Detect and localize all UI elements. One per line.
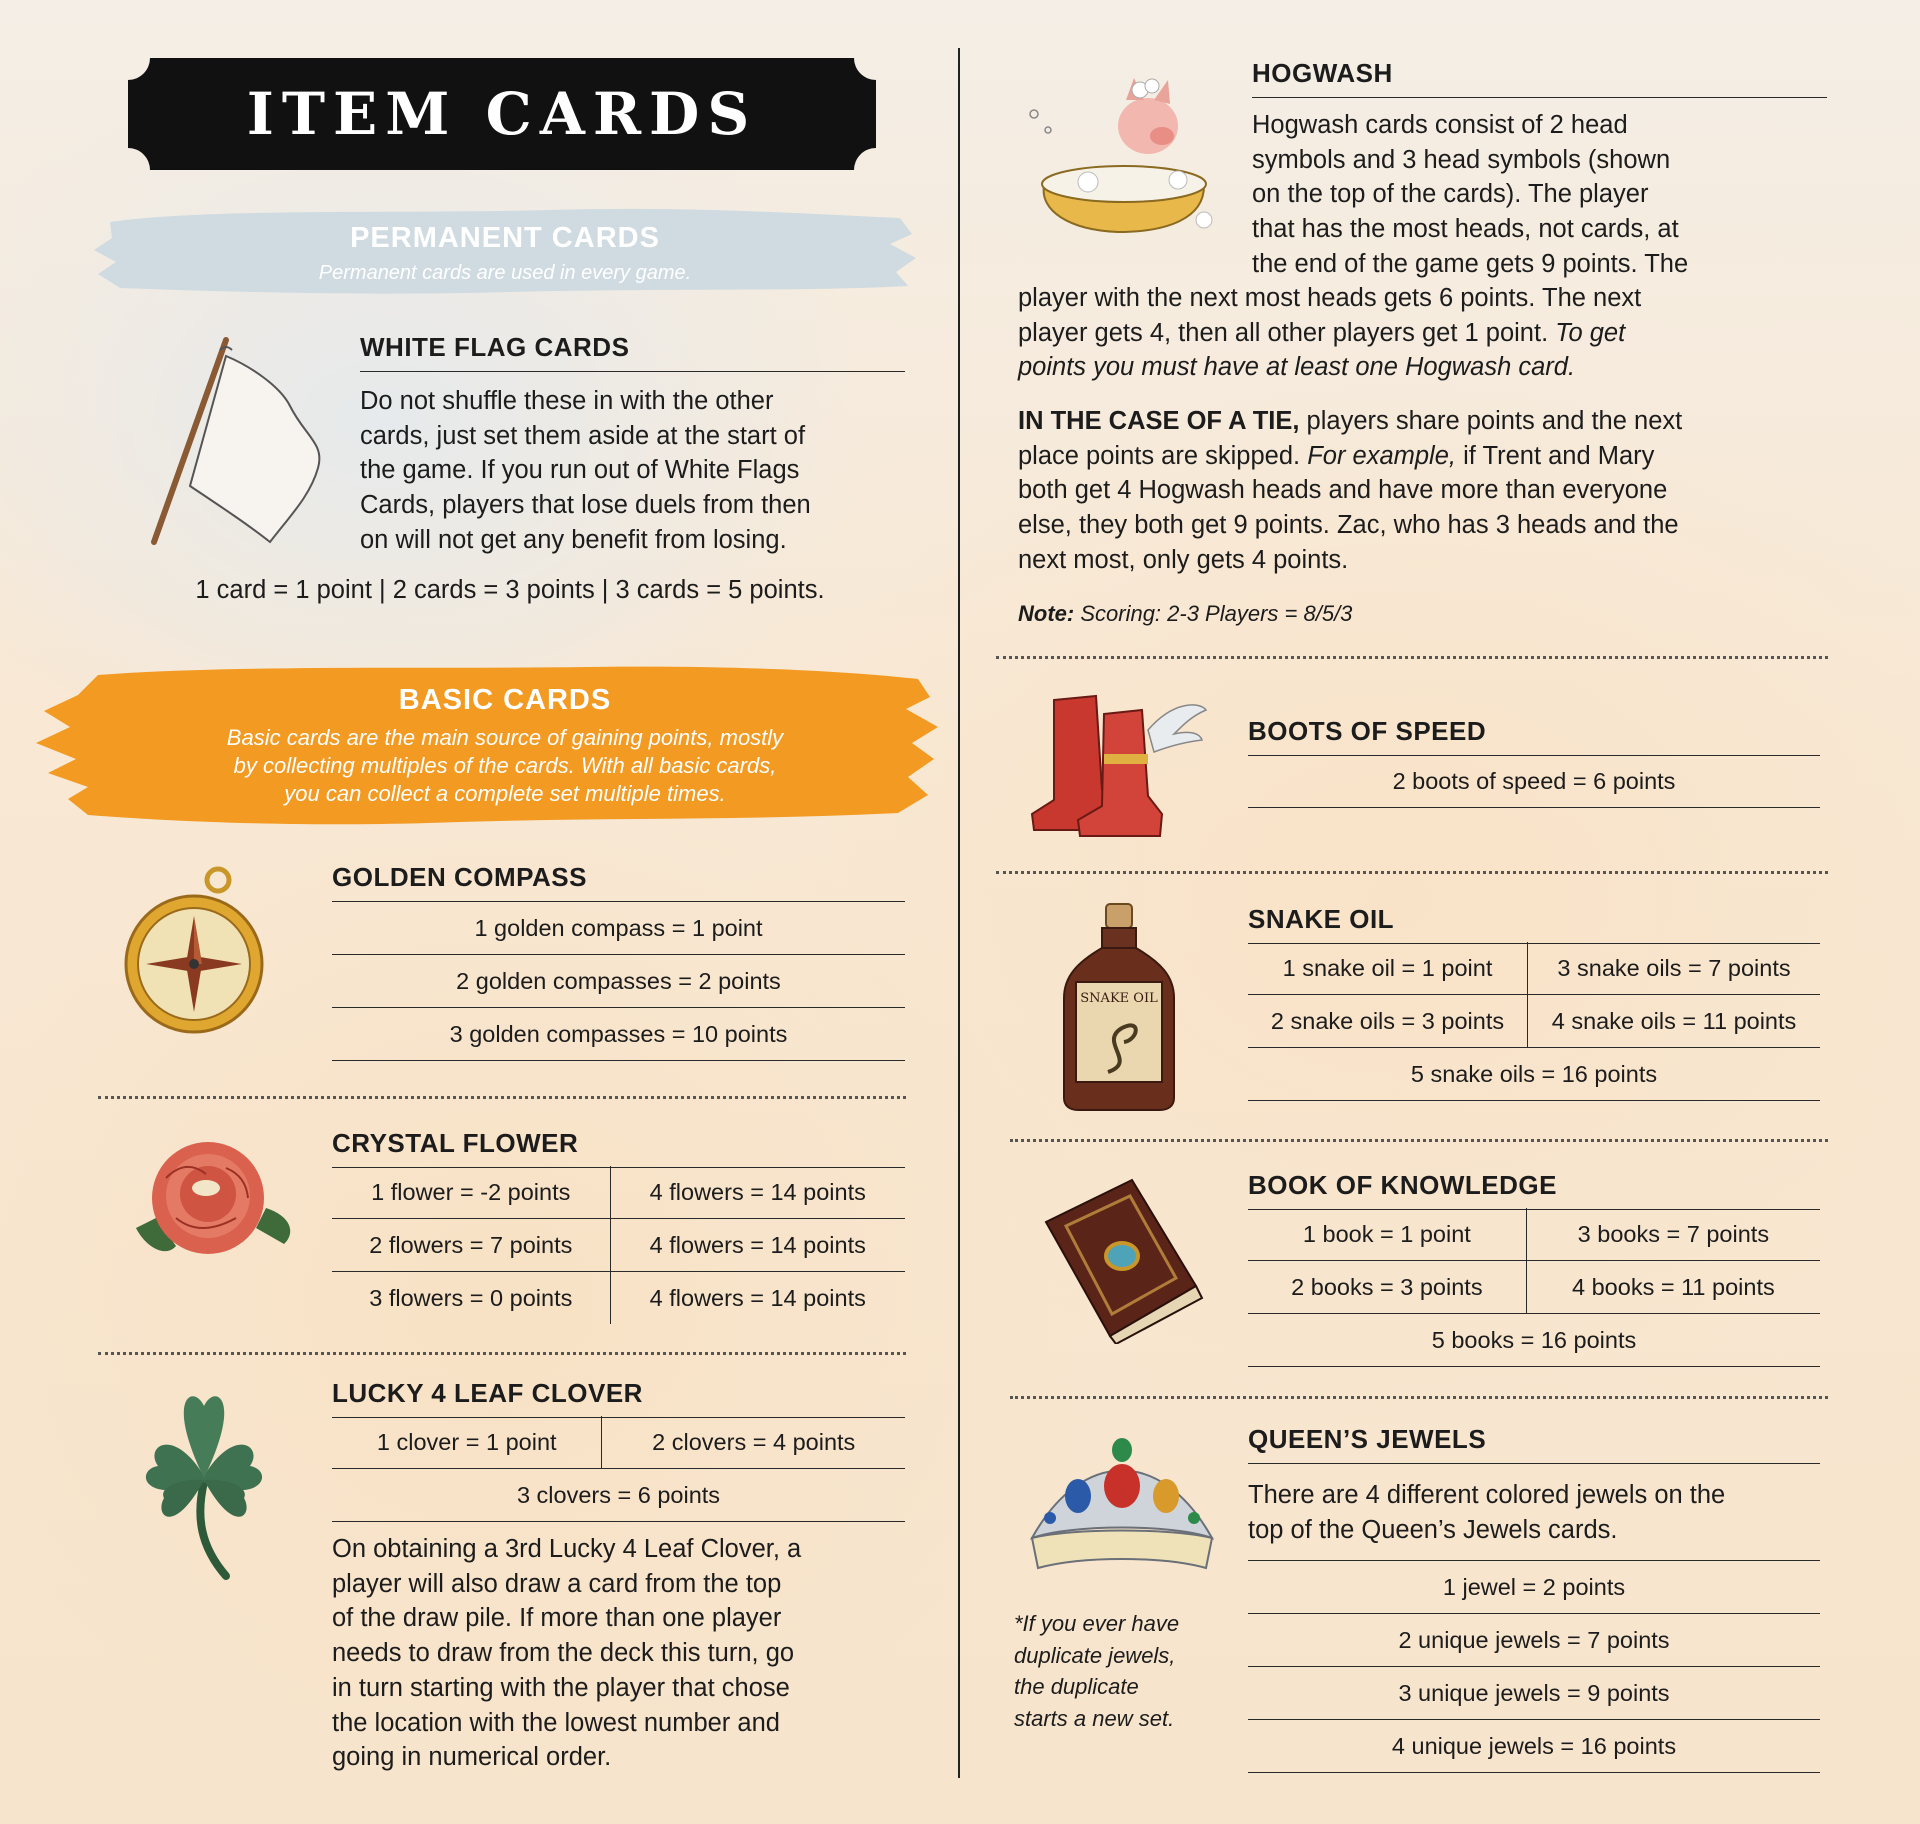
section-separator — [996, 871, 1828, 874]
boots-title: BOOTS OF SPEED — [1248, 716, 1820, 756]
table-row: 3 clovers = 6 points — [332, 1469, 905, 1522]
table-row: 5 books = 16 points — [1248, 1314, 1820, 1367]
hogwash-tie-text: IN THE CASE OF A TIE, players share points and the next place points are skipped. For example, if Trent and Mary both get 4 Hogwash heads and have more than everyone else, they both get 9 points. Zac, who has 3 heads and the next most, only gets 4 points. — [1018, 407, 1683, 574]
golden-compass-title: GOLDEN COMPASS — [332, 862, 905, 902]
table-row: 1 clover = 1 point 2 clovers = 4 points — [332, 1416, 905, 1469]
basic-subtitle: Basic cards are the main source of gaining points, mostly by collecting multiples of the cards. With all basic cards, you can collect a complete set multiple times. — [226, 725, 784, 806]
basic-title: BASIC CARDS — [398, 684, 612, 716]
table-row: 3 flowers = 0 points 4 flowers = 14 points — [332, 1272, 905, 1325]
clover-table-top — [332, 1416, 905, 1469]
table-row: 2 flowers = 7 points 4 flowers = 14 points — [332, 1219, 905, 1272]
permanent-subtitle: Permanent cards are used in every game. — [318, 262, 692, 284]
table-row: 1 book = 1 point 3 books = 7 points — [1248, 1208, 1820, 1261]
table-row: 2 books = 3 points 4 books = 11 points — [1248, 1261, 1820, 1314]
table-row: 1 golden compass = 1 point — [332, 902, 905, 955]
clover-icon — [134, 1386, 274, 1582]
table-row: 5 snake oils = 16 points — [1248, 1048, 1820, 1101]
table-row: 3 golden compasses = 10 points — [332, 1008, 905, 1061]
table-row: 2 boots of speed = 6 points — [1248, 755, 1820, 808]
section-separator — [1010, 1139, 1828, 1142]
clover-text: On obtaining a 3rd Lucky 4 Leaf Clover, a player will also draw a card from the top of the draw pile. If more than one player needs to draw from the deck this turn, go in turn starting with the player that chose the location with the lowest number and going in numerical order. — [332, 1535, 802, 1772]
table-row: 3 unique jewels = 9 points — [1248, 1667, 1820, 1720]
snake-oil-title: SNAKE OIL — [1248, 904, 1820, 944]
pig-tub-icon — [1028, 70, 1218, 240]
section-separator — [1010, 1396, 1828, 1399]
snake-oil-table — [1248, 942, 1820, 1048]
snake-oil-table-last — [1248, 1048, 1820, 1101]
column-divider — [958, 48, 960, 1778]
permanent-title: PERMANENT CARDS — [350, 222, 660, 254]
white-flag-title: WHITE FLAG CARDS — [360, 332, 905, 372]
jewels-text: There are 4 different colored jewels on the top of the Queen’s Jewels cards. — [1248, 1481, 1726, 1544]
table-row: 2 snake oils = 3 points 4 snake oils = 11 points — [1248, 995, 1820, 1048]
book-table-last — [1248, 1314, 1820, 1367]
golden-compass-table — [332, 902, 905, 1061]
crystal-flower-title: CRYSTAL FLOWER — [332, 1128, 905, 1168]
section-separator — [98, 1352, 906, 1355]
book-icon — [1036, 1174, 1206, 1344]
snake-oil-bottle-icon — [1058, 902, 1180, 1112]
hogwash-text-bottom: player with the next most heads gets 6 points. The next player gets 4, then all other players get 1 point. To get points you must have at least one Hogwash card. — [1018, 284, 1642, 382]
boots-table — [1248, 755, 1820, 808]
table-row: 1 jewel = 2 points — [1248, 1561, 1820, 1614]
hogwash-note: Note: Scoring: 2-3 Players = 8/5/3 — [1018, 601, 1353, 626]
section-separator — [996, 656, 1828, 659]
table-row: 1 flower = -2 points 4 flowers = 14 points — [332, 1166, 905, 1219]
white-flag-icon — [140, 336, 330, 546]
crown-icon — [1022, 1428, 1222, 1578]
jewels-table — [1248, 1560, 1820, 1773]
hogwash-title: HOGWASH — [1252, 58, 1827, 98]
flower-icon — [116, 1138, 300, 1268]
page-title: ITEM CARDS — [246, 80, 758, 148]
white-flag-text: Do not shuffle these in with the other cards, just set them aside at the start of the game. If you run out of White Flags Cards, players that lose duels from then on will not get any benefit from losing. — [360, 387, 811, 554]
hogwash-text-top: Hogwash cards consist of 2 head symbols and 3 head symbols (shown on the top of the cards). The player that has the most heads, not cards, at the end of the game gets 9 points. The — [1252, 111, 1689, 278]
book-title: BOOK OF KNOWLEDGE — [1248, 1170, 1820, 1210]
table-row: 4 unique jewels = 16 points — [1248, 1720, 1820, 1773]
white-flag-scoring: 1 card = 1 point | 2 cards = 3 points | 3 cards = 5 points. — [195, 576, 825, 604]
table-row: 2 unique jewels = 7 points — [1248, 1614, 1820, 1667]
book-table — [1248, 1208, 1820, 1314]
title-plate — [128, 58, 876, 170]
table-row: 1 snake oil = 1 point 3 snake oils = 7 points — [1248, 942, 1820, 995]
bottle-label: SNAKE OIL — [1080, 991, 1158, 1006]
boots-icon — [1024, 690, 1209, 840]
jewels-note: *If you ever have duplicate jewels, the duplicate starts a new set. — [1014, 1611, 1180, 1731]
clover-title: LUCKY 4 LEAF CLOVER — [332, 1378, 905, 1418]
crystal-flower-table — [332, 1166, 905, 1324]
table-row: 2 golden compasses = 2 points — [332, 955, 905, 1008]
jewels-title: QUEEN’S JEWELS — [1248, 1424, 1820, 1464]
compass-icon — [122, 864, 272, 1034]
section-separator — [98, 1096, 906, 1099]
clover-table-bottom — [332, 1469, 905, 1522]
